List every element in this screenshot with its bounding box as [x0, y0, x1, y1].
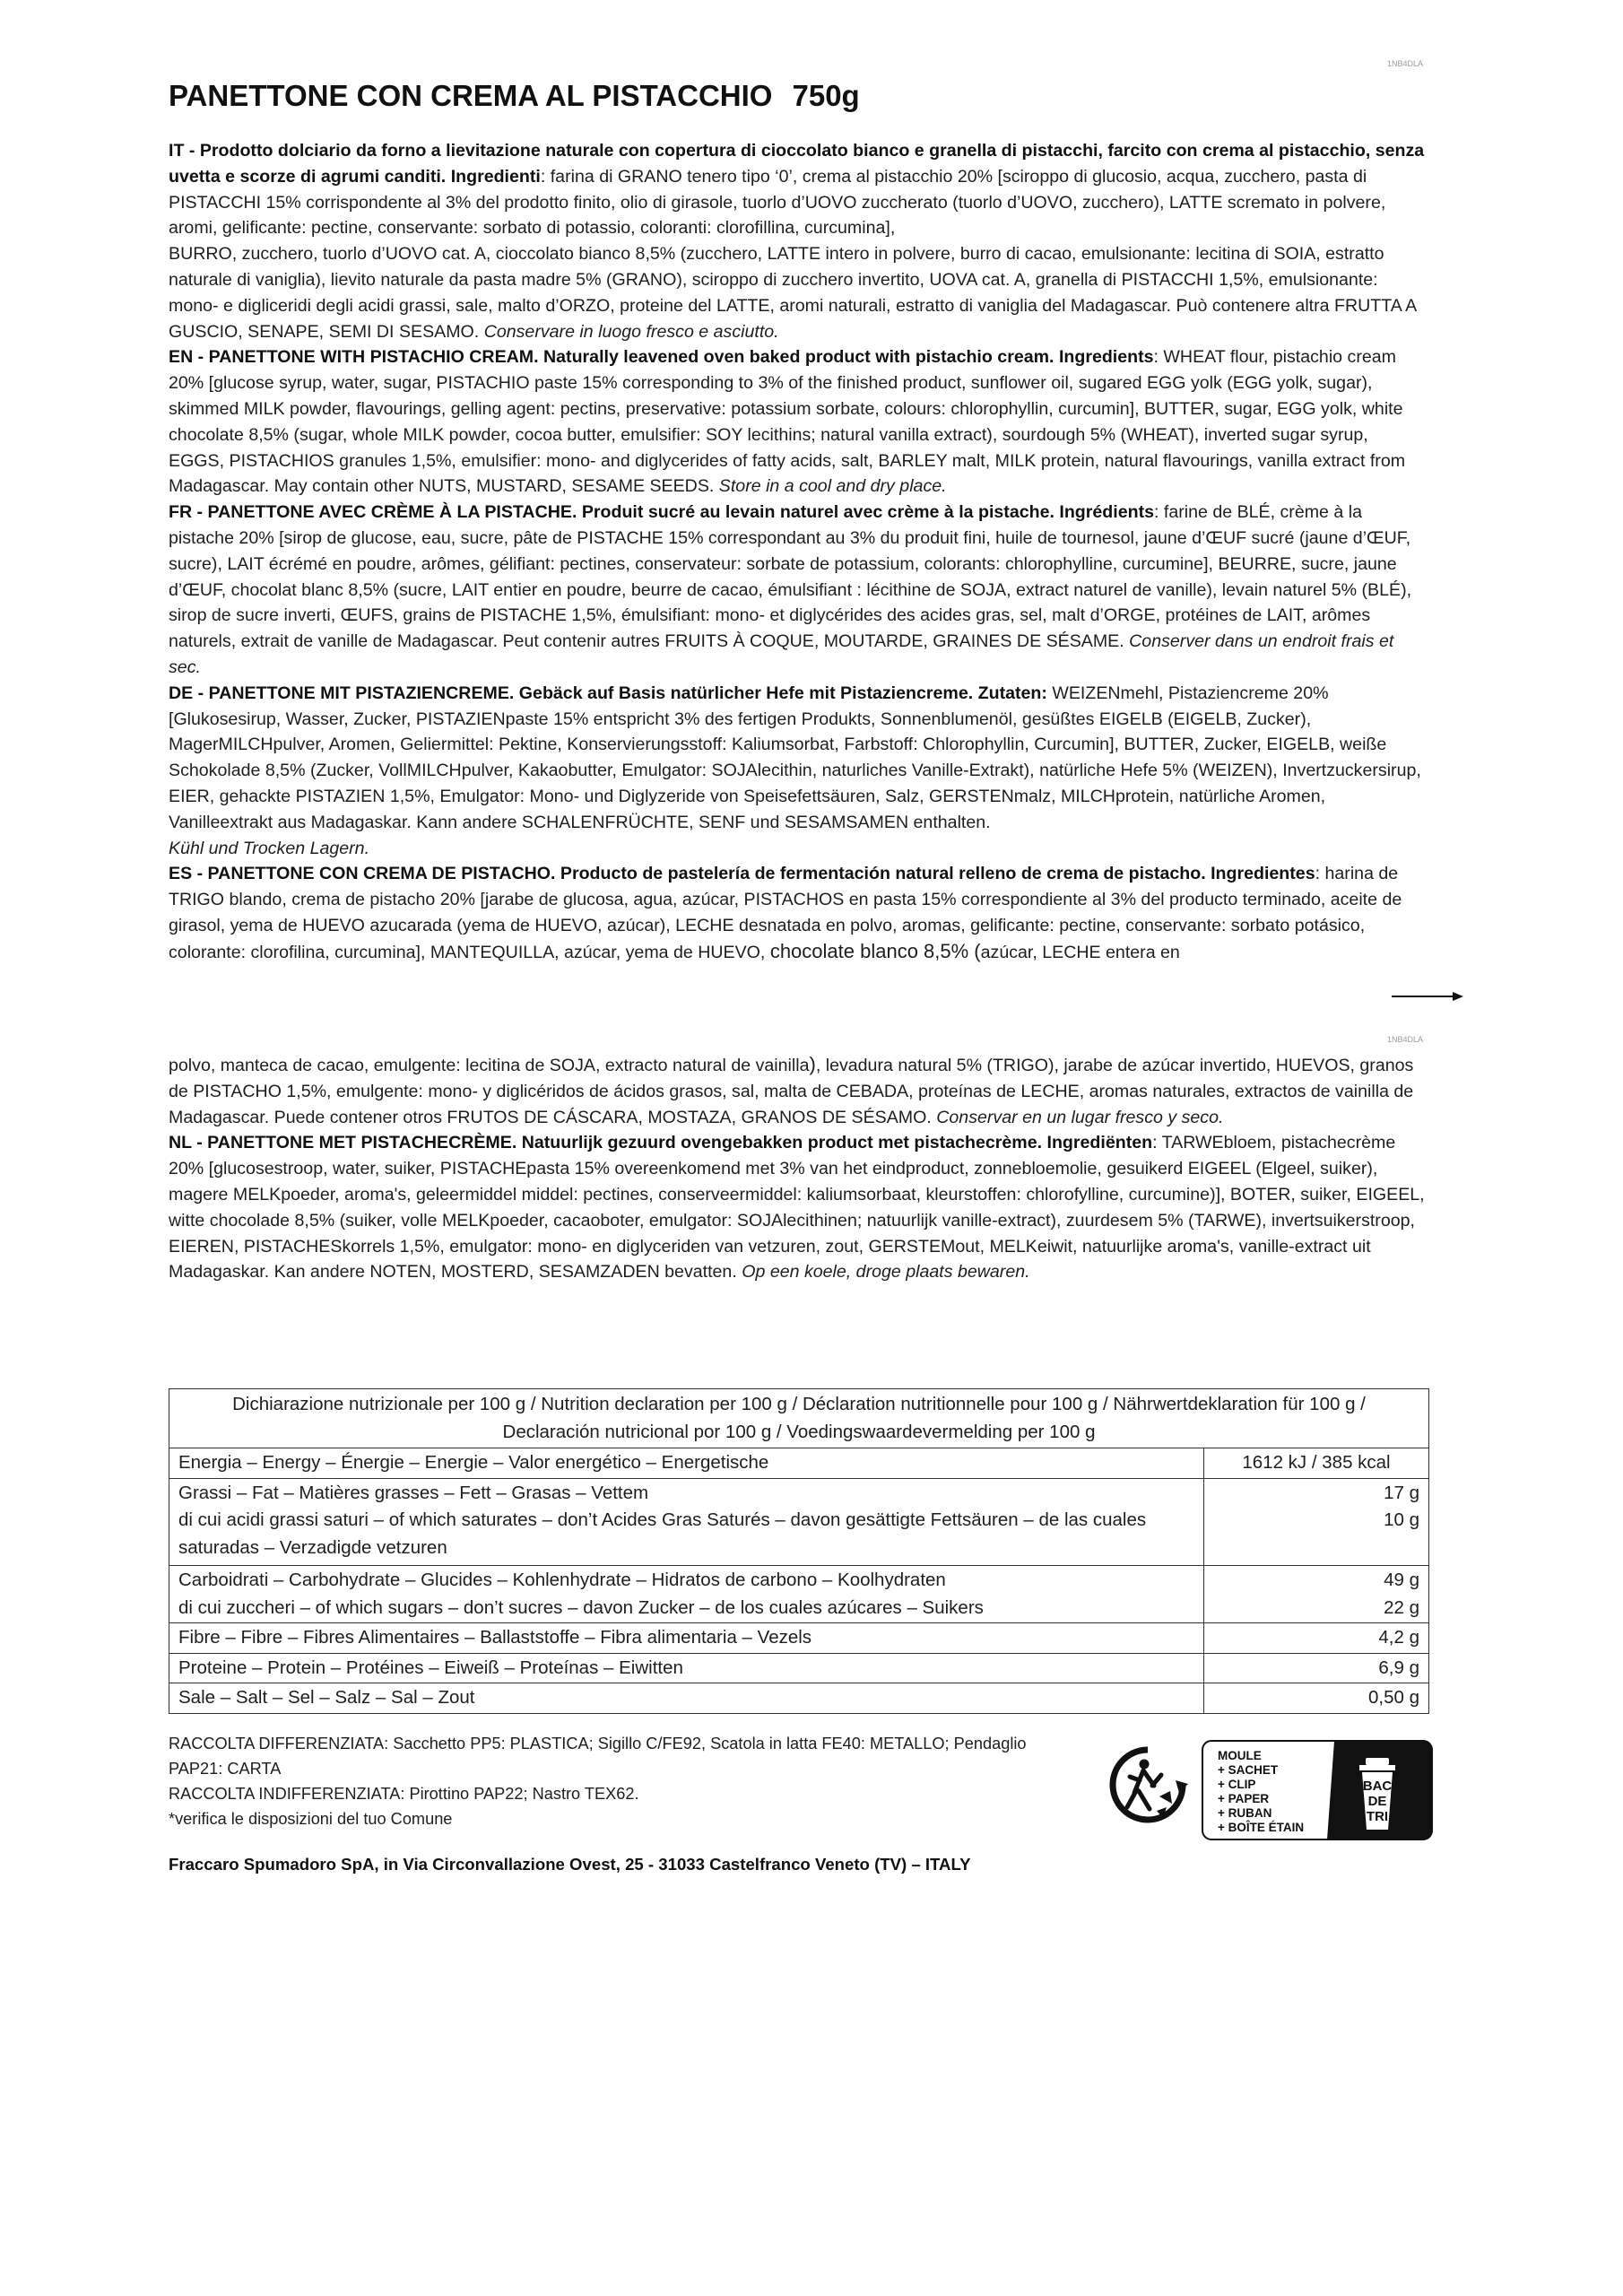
nl-ingredients-text: : TARWEbloem, pistachecrème 20% [glucosestroop, water, suiker, PISTACHEpasta 15% overeenkomend met 3% van het eindproduct, zonnebloemolie, gesuikerd EIGEEL (Elgeel, suiker), magere MELKpoeder, aroma's, geleermiddel middel: pectines, conserveermiddel: kaliumsorbaat, kleurstoffen: chlorofylline, curcumine)], BOTER, suiker, EIGEEL, witte chocolade 8,5% (suiker, volle MELKpoeder, cacaoboter, emulgator: SOJAlecithinen; natuurlijk vanille-extract), zuurdesem 5% (TARWE), invertsuikerstroop, EIEREN, PISTACHESkorrels 1,5%, emulgator: mono- en diglyceriden van vetzuren, zout, GERSTEMout, MELKeiwit, natuurlijke aroma's, vanille-extract uit Madagaskar. Kan andere NOTEN, MOSTERD, SESAMZADEN bevatten.	[169, 1133, 1425, 1283]
de-ingredients-text: WEIZENmehl, Pistaziencreme 20% [Glukosesirup, Wasser, Zucker, PISTAZIENpaste 15% entspricht 3% des fertigen Produkts, Sonnenblumenöl, gesüßtes EIGELB (EIGELB, Zucker), MagerMILCHpulver, Aromen, Geliermittel: Pektine, Konservierungsstoff: Kaliumsorbat, Farbstoff: Chlorophyllin, Curcumin], BUTTER, Zucker, EIGELB, weiße Schokolade 8,5% (Zucker, VollMILCHpulver, Kakaobutter, Emulgator: SOJAlecithin, naturliches Vanille-Extrakt), natürliche Hefe 5% (WEIZEN), Invertzuckersirup, EIER, gehackte PISTAZIEN 1,5%, Emulgator: Mono- und Diglyzeride von Speisefettsäuren, Salz, GERSTENmalz, MILCHprotein, natürliche Aromen, Vanilleextrakt aus Madagaskar. Kann andere SCHALENFRÜCHTE, SENF und SESAMSAMEN enthalten.	[169, 683, 1421, 832]
en-ingredients-text: : WHEAT flour, pistachio cream 20% [glucose syrup, water, sugar, PISTACHIO paste 15% corresponding to 3% of the finished product, sunflower oil, sugared EGG yolk (EGG yolk, sugar), skimmed MILK powder, flavourings, gelling agent: pectins, preservative: potassium sorbate, colours: chlorophyllin, curcumin], BUTTER, sugar, EGG yolk, white chocolate 8,5% (sugar, whole MILK powder, cocoa butter, emulsifier: SOY lecithins; natural vanilla extract), sourdough 5% (WHEAT), inverted sugar syrup, EGGS, PISTACHIOS granules 1,5%, emulsifier: mono- and diglycerides of fatty acids, salt, BARLEY malt, MILK protein, natural flavourings, vanilla extract from Madagascar. May contain other NUTS, MUSTARD, SESAME SEEDS.	[169, 347, 1406, 497]
bac-item: + BOÎTE ÉTAIN	[1218, 1821, 1305, 1834]
bin-text-de: DE	[1367, 1794, 1387, 1809]
es-ingredients-text-end: azúcar, LECHE entera en	[980, 942, 1180, 962]
fr-storage: Conserver dans un endroit frais et sec.	[169, 631, 1394, 677]
recycling-info	[169, 1731, 1027, 1831]
ingredients-block-2	[169, 1052, 1426, 1285]
nl-heading: NL - PANETTONE MET PISTACHECRÈME. Natuurlijk gezuurd ovengebakken product met pistachecrème.	[169, 1133, 1043, 1153]
bac-item: MOULE	[1218, 1749, 1262, 1762]
de-heading: DE - PANETTONE MIT PISTAZIENCREME. Gebäck auf Basis natürlicher Hefe mit Pistaziencreme.	[169, 683, 974, 703]
es-continued-text: , levadura natural 5% (TRIGO), jarabe de azúcar invertido, HUEVOS, granos de PISTACHO 1,5%, emulgente: mono- y diglicéridos de ácidos grasos, sal, malta de CEBADA, proteínas de LECHE, aromas naturales, extractos de vainilla de Madagascar. Puede contener otros FRUTOS DE CÁSCARA, MOSTAZA, GRANOS DE SÉSAMO.	[169, 1056, 1414, 1127]
carb-labels	[169, 1566, 1204, 1623]
recycling-line-4: *verifica le disposizioni del tuo Comune	[169, 1810, 453, 1828]
bac-de-tri-sorting-info	[1202, 1740, 1433, 1840]
energy-label: Energia – Energy – Énergie – Energie – Valor energético – Energetische	[169, 1448, 1204, 1479]
bin-text-bac: BAC	[1362, 1779, 1393, 1794]
es-continued-paren: )	[809, 1053, 816, 1075]
en-heading: EN - PANETTONE WITH PISTACHIO CREAM. Naturally leavened oven baked product with pistachio cream.	[169, 347, 1055, 368]
bac-item: + SACHET	[1218, 1763, 1279, 1777]
nl-storage: Op een koele, droge plaats bewaren.	[742, 1262, 1030, 1283]
nutrition-row-protein	[169, 1653, 1429, 1683]
company-address: Fraccaro Spumadoro SpA, in Via Circonvallazione Ovest, 25 - 31033 Castelfranco Veneto (TV) – ITALY	[169, 1855, 971, 1874]
nl-ingredients-label: Ingrediënten	[1046, 1133, 1153, 1153]
salt-value: 0,50 g	[1204, 1683, 1429, 1714]
recycling-line-3: RACCOLTA INDIFFERENZIATA: Pirottino PAP22; Nastro TEX62.	[169, 1785, 639, 1803]
nutrition-row-fat	[169, 1478, 1429, 1566]
fr-heading: FR - PANETTONE AVEC CRÈME À LA PISTACHE. Produit sucré au levain naturel avec crème à la pistache.	[169, 502, 1055, 523]
it-ingredients-text-2: BURRO, zucchero, tuorlo d’UOVO cat. A, cioccolato bianco 8,5% (zucchero, LATTE intero in polvere, burro di cacao, emulsionante: lecitina di SOIA, estratto naturale di vaniglia), lievito naturale da pasta madre 5% (GRANO), sciroppo di zucchero invertito, UOVA cat. A, granella di PISTACCHI 1,5%, emulsionante: mono- e digliceridi degli acidi grassi, sale, malto d’ORZO, proteine del LATTE, aromi naturali, estratto di vaniglia del Madagascar. Può contenere altra FRUTTA A GUSCIO, SENAPE, SEMI DI SESAMO.	[169, 244, 1417, 342]
recycling-line-1: RACCOLTA DIFFERENZIATA: Sacchetto PP5: PLASTICA; Sigillo C/FE92, Scatola in latta FE40: METALLO; Pendaglio	[169, 1735, 1027, 1752]
sugars-value: 22 g	[1384, 1596, 1419, 1618]
fat-values	[1204, 1478, 1429, 1566]
section-it	[169, 138, 1426, 344]
recycling-line-2: PAP21: CARTA	[169, 1760, 282, 1778]
fr-ingredients-text: : farine de BLÉ, crème à la pistache 20% [sirop de glucose, eau, sucre, pâte de PISTACHE 15% correspondant au 3% du produit fini, huile de tournesol, jaune d’ŒUF sucré (jaune d’ŒUF, sucre), LAIT écrémé en poudre, arômes, gélifiant: pectines, conservateur: sorbate de potassium, colorants: chlorophylline, curcumine], BEURRE, sucre, jaune d’ŒUF, chocolat blanc 8,5% (sucre, LAIT entier en poudre, beurre de cacao, émulsifiant : lécithine de SOJA, extract naturel de vanille), levain naturel 5% (BLÉ), sirop de sucre inverti, ŒUFS, grains de PISTACHE 1,5%, émulsifiant: mono- et diglycérides des acides gras, sel, malt d’ORGE, protéines de LAIT, arômes naturels, extrait de vanille de Madagascar. Peut contenir autres FRUITS À COQUE, MOUTARDE, GRAINES DE SÉSAME.	[169, 502, 1412, 652]
label-code-top: 1NB4DLA	[1387, 59, 1424, 68]
section-en	[169, 344, 1426, 500]
it-heading: IT - Prodotto dolciario da forno a lievitazione naturale con copertura di cioccolato bianco e granella di pistacchi, farcito con crema al pistacchio, senza uvetta e scorze di agrumi canditi.	[169, 141, 1425, 187]
nutrition-header-row	[169, 1389, 1429, 1448]
product-name: PANETTONE CON CREMA AL PISTACCHIO	[169, 79, 773, 112]
bac-item: + CLIP	[1218, 1778, 1256, 1791]
fibre-value: 4,2 g	[1204, 1623, 1429, 1654]
nutrition-row-salt	[169, 1683, 1429, 1714]
en-storage: Store in a cool and dry place.	[718, 476, 947, 497]
en-ingredients-label: Ingredients	[1058, 347, 1154, 368]
es-ingredients-label: Ingredientes	[1211, 864, 1315, 884]
fat-label: Grassi – Fat – Matières grasses – Fett – Grasas – Vettem	[178, 1482, 649, 1503]
protein-value: 6,9 g	[1204, 1653, 1429, 1683]
carbohydrate-value: 49 g	[1384, 1570, 1419, 1590]
saturates-label: di cui acidi grassi saturi – of which saturates – don’t Acides Gras Saturés – davon gesättigte Fettsäuren – de las cuales saturadas – Verzadigde vetzuren	[178, 1509, 1147, 1558]
it-ingredients-text: : farina di GRANO tenero tipo ‘0’, crema al pistacchio 20% [sciroppo di glucosio, acqua, zucchero, pasta di PISTACCHI 15% corrispondente al 3% del prodotto finito, olio di girasole, tuorlo d’UOVO zuccherato (tuorlo d’UOVO, zucchero), LATTE scremato in polvere, aromi, gelificante: pectine, conservante: sorbato di potassio, coloranti: clorofillina, curcumina],	[169, 166, 1386, 239]
bac-item: + RUBAN	[1218, 1806, 1272, 1820]
bac-item: + PAPER	[1218, 1792, 1270, 1805]
es-continued-text-start: polvo, manteca de cacao, emulgente: lecitina de SOJA, extracto natural de vainilla	[169, 1056, 810, 1075]
salt-label: Sale – Salt – Sel – Salz – Sal – Zout	[169, 1683, 1204, 1714]
es-white-chocolate: chocolate blanco 8,5% (	[769, 939, 981, 962]
label-code-mid: 1NB4DLA	[1387, 1035, 1424, 1044]
product-weight: 750g	[792, 79, 860, 112]
it-ingredients-label: Ingredienti	[450, 166, 541, 187]
nutrition-table	[169, 1388, 1429, 1714]
section-es	[169, 861, 1426, 965]
nutrition-row-carbohydrate	[169, 1566, 1429, 1623]
ingredients-block-1	[169, 138, 1426, 966]
de-storage: Kühl und Trocken Lagern.	[169, 838, 370, 858]
protein-label: Proteine – Protein – Protéines – Eiweiß – Proteínas – Eiwitten	[169, 1653, 1204, 1683]
nutrition-row-energy	[169, 1448, 1429, 1479]
fat-value: 17 g	[1384, 1482, 1419, 1503]
section-fr	[169, 500, 1426, 681]
bin-text-tri: TRI	[1366, 1809, 1389, 1824]
product-title	[169, 79, 860, 113]
sugars-label: di cui zuccheri – of which sugars – don’t sucres – davon Zucker – de los cuales azúcares – Suikers	[178, 1596, 984, 1618]
carbohydrate-label: Carboidrati – Carbohydrate – Glucides – Kohlenhydrate – Hidratos de carbono – Koolhydraten	[178, 1570, 946, 1590]
it-storage: Conservare in luogo fresco e asciutto.	[483, 321, 779, 342]
es-heading: ES - PANETTONE CON CREMA DE PISTACHO. Producto de pastelería de fermentación natural relleno de crema de pistacho.	[169, 864, 1206, 884]
energy-value: 1612 kJ / 385 kcal	[1204, 1448, 1429, 1479]
nutrition-row-fibre	[169, 1623, 1429, 1654]
de-ingredients-label: Zutaten:	[977, 683, 1047, 703]
section-nl	[169, 1130, 1426, 1285]
carb-values	[1204, 1566, 1429, 1623]
es-ingredients-text: : harina de TRIGO blando, crema de pistacho 20% [jarabe de glucosa, agua, azúcar, PISTACHOS en pasta 15% correspondiente al 3% del producto terminado, aceite de girasol, yema de HUEVO azucarada (yema de HUEVO, azúcar), LECHE desnatada en polvo, aromas, gelificante: pectine, conservante: sorbato potásico, colorante: clorofilina, curcumina], MANTEQUILLA, azúcar, yema de HUEVO,	[169, 864, 1402, 962]
es-storage: Conservar en un lugar fresco y seco.	[936, 1107, 1224, 1127]
fr-ingredients-label: Ingrédients	[1059, 502, 1154, 523]
triman-logo-icon	[1107, 1744, 1188, 1825]
section-de	[169, 681, 1426, 862]
nutrition-header: Dichiarazione nutrizionale per 100 g / Nutrition declaration per 100 g / Déclaration nutritionnelle pour 100 g / Nährwertdeklaration für 100 g / Declaración nutricional por 100 g / Voedingswaardevermelding per 100 g	[169, 1389, 1429, 1448]
section-es-continued	[169, 1052, 1426, 1130]
saturates-value: 10 g	[1384, 1509, 1419, 1530]
fat-labels	[169, 1478, 1204, 1566]
fibre-label: Fibre – Fibre – Fibres Alimentaires – Ballaststoffe – Fibra alimentaria – Vezels	[169, 1623, 1204, 1654]
continue-arrow-icon	[1392, 990, 1463, 1003]
